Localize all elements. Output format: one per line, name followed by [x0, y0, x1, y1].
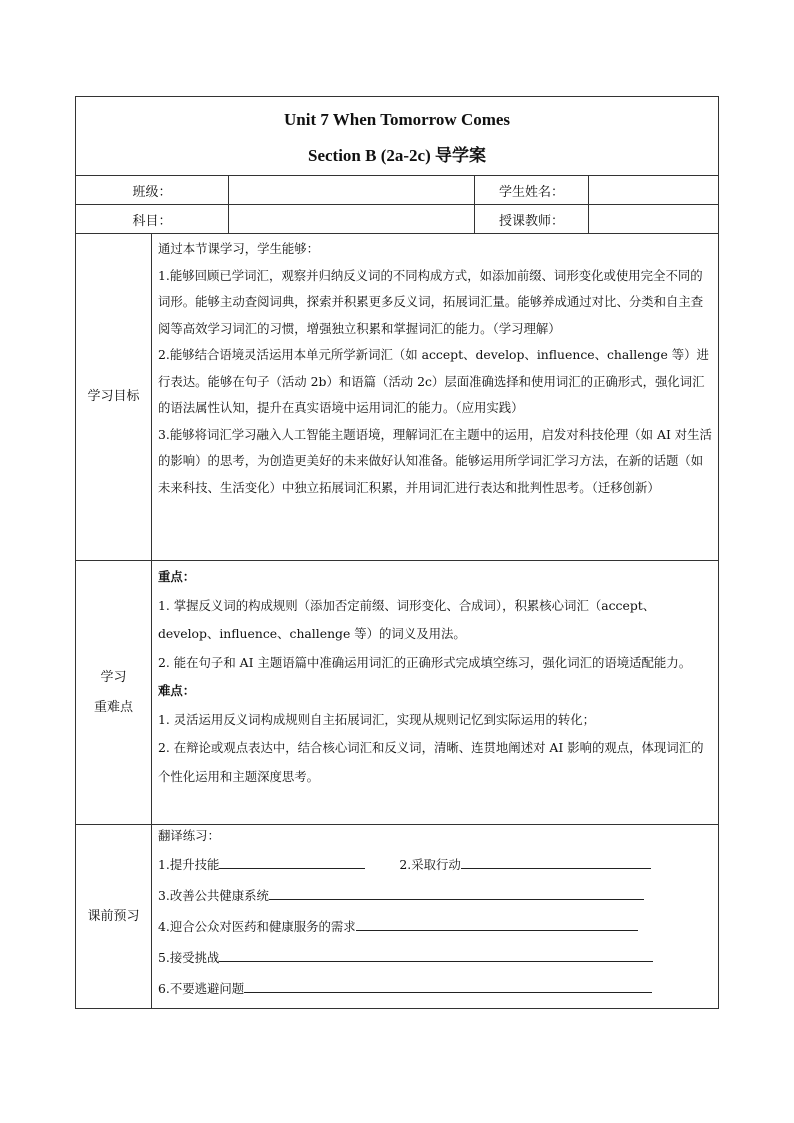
answer-blank[interactable]: [269, 883, 644, 900]
key-points-row: [76, 561, 719, 825]
student-name-field[interactable]: [589, 176, 719, 205]
objective-item: 2.能够结合语境灵活运用本单元所学新词汇（如 accept、develop、influence、challenge 等）进行表达。能够在句子（活动 2b）和语篇（活动 2c）层面准确选择和使用词汇的正确形式，强化词汇的语法属性认知，提升在真实语境中运用词汇的能力。（应用实践）: [158, 347, 709, 415]
preview-content: [152, 825, 719, 1009]
key-points-label: [76, 561, 152, 825]
study-guide-table: [75, 96, 719, 1009]
translation-line: [158, 942, 714, 973]
answer-blank[interactable]: [461, 852, 651, 869]
info-row-subject: [76, 205, 719, 234]
objectives-intro: 通过本节课学习，学生能够：: [158, 241, 320, 256]
translation-prompt: 2.采取行动: [399, 857, 461, 872]
difficulty-item: 1. 灵活运用反义词构成规则自主拓展词汇，实现从规则记忆到实际运用的转化；: [158, 711, 596, 727]
translation-prompt: 1.提升技能: [158, 857, 220, 872]
unit-title: Unit 7 When Tomorrow Comes: [283, 110, 511, 129]
key-points-label-line1: 学习: [100, 669, 127, 685]
teacher-field[interactable]: [589, 205, 719, 234]
answer-blank[interactable]: [219, 852, 365, 869]
focus-item: 1. 掌握反义词的构成规则（添加否定前缀、词形变化、合成词），积累核心词汇（accept、develop、influence、challenge 等）的词义及用法。: [158, 597, 656, 641]
objective-item: 1.能够回顾已学词汇，观察并归纳反义词的不同构成方式，如添加前缀、词形变化或使用完全不同的词形。能够主动查阅词典，探索并积累更多反义词，拓展词汇量。能够养成通过对比、分类和自主查阅等高效学习词汇的习惯，增强独立积累和掌握词汇的能力。（学习理解）: [158, 267, 704, 336]
translation-heading: 翻译练习：: [158, 828, 220, 843]
focus-item: 2. 能在句子和 AI 主题语篇中准确运用词汇的正确形式完成填空练习，强化词汇的语境适配能力。: [158, 654, 692, 670]
title-row: [76, 97, 719, 176]
translation-prompt: 3.改善公共健康系统: [158, 888, 269, 903]
preview-label: 课前预习: [76, 825, 152, 1009]
difficulty-item: 2. 在辩论或观点表达中，结合核心词汇和反义词，清晰、连贯地阐述对 AI 影响的观点，体现词汇的个性化运用和主题深度思考。: [158, 740, 704, 784]
class-field[interactable]: [229, 176, 475, 205]
study-guide-sheet: [75, 96, 718, 1009]
translation-prompt: 5.接受挑战: [158, 950, 220, 965]
class-label: 班级：: [76, 176, 229, 205]
translation-line: [158, 911, 714, 942]
objectives-content: [152, 234, 719, 561]
translation-line: [158, 849, 714, 880]
section-title: Section B (2a-2c) 导学案: [308, 146, 487, 165]
focus-heading: 重点：: [158, 569, 196, 584]
answer-blank[interactable]: [356, 914, 638, 931]
teacher-label: 授课教师：: [475, 205, 589, 234]
subject-label: 科目：: [76, 205, 229, 234]
translation-prompt: 6.不要逃避问题: [158, 981, 245, 996]
objective-item: 3.能够将词汇学习融入人工智能主题语境，理解词汇在主题中的运用，启发对科技伦理（如 AI 对生活的影响）的思考，为创造更美好的未来做好认知准备。能够运用所学词汇学习方法，在新的话题（如未来科技、生活变化）中独立拓展词汇积累，并用词汇进行表达和批判性思考。（迁移创新）: [158, 426, 712, 495]
subject-field[interactable]: [229, 205, 475, 234]
answer-blank[interactable]: [244, 976, 652, 993]
objectives-row: [76, 234, 719, 561]
difficulty-heading: 难点：: [158, 683, 196, 698]
translation-line: [158, 973, 714, 1004]
objectives-label: 学习目标: [76, 234, 152, 561]
student-name-label: 学生姓名：: [475, 176, 589, 205]
preview-row: [76, 825, 719, 1009]
info-row-class: [76, 176, 719, 205]
translation-line: [158, 880, 714, 911]
key-points-content: [152, 561, 719, 825]
answer-blank[interactable]: [219, 945, 653, 962]
key-points-label-line2: 重难点: [93, 699, 133, 715]
translation-prompt: 4.迎合公众对医药和健康服务的需求: [158, 919, 356, 934]
title-cell: [76, 97, 719, 176]
